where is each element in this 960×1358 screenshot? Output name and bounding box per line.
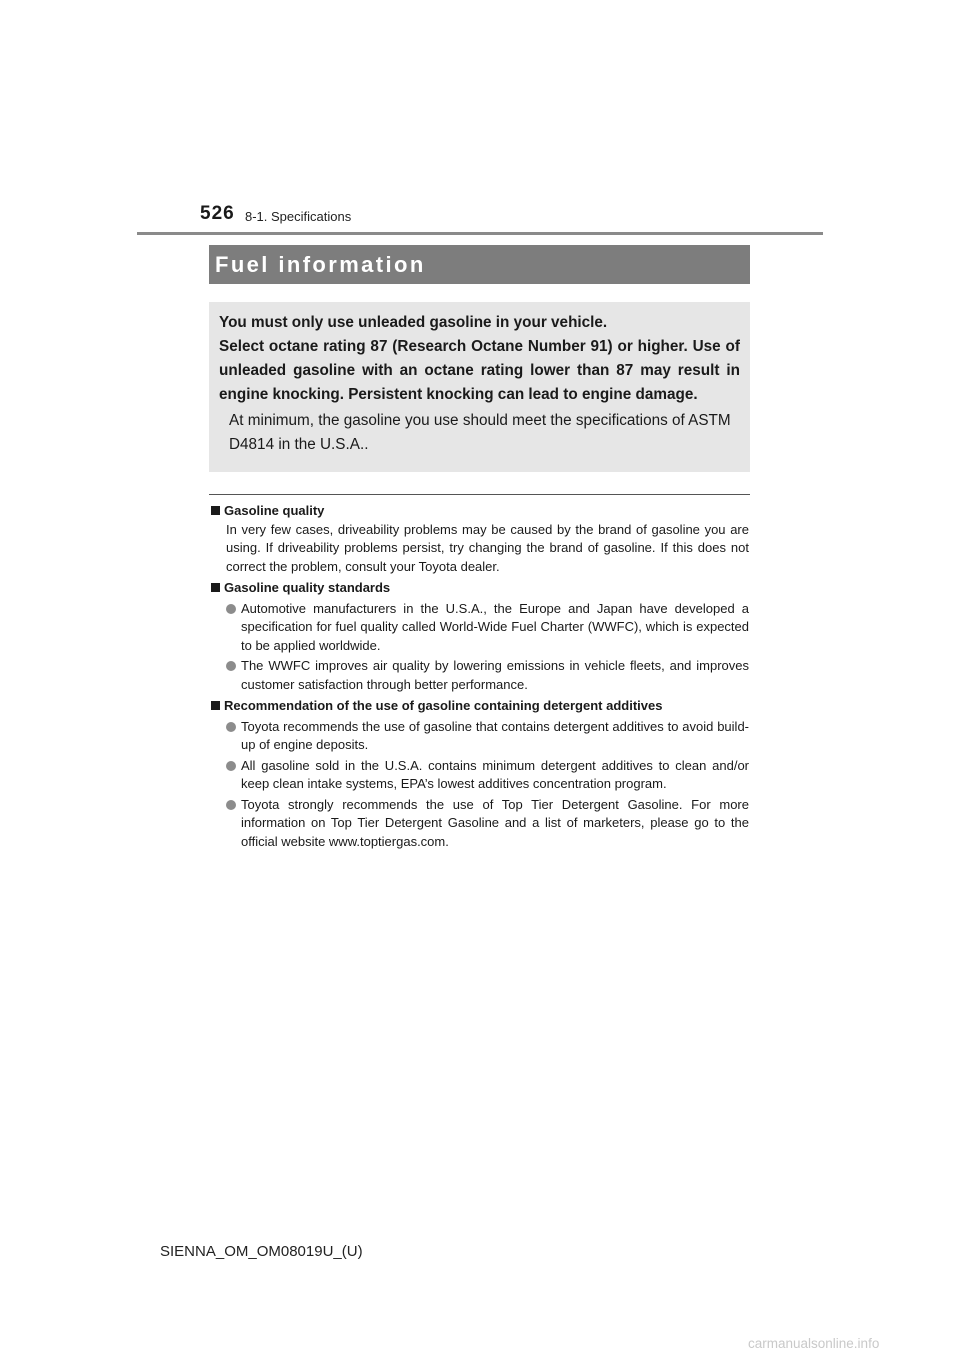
list-item-text: The WWFC improves air quality by lowering emissions in vehicle fleets, and improves customer satisfaction through better performance. [241,658,749,692]
list-item [226,718,749,755]
section-heading [211,697,749,716]
heading-text: Gasoline quality standards [224,580,391,595]
list-item [226,600,749,656]
page-number: 526 [200,203,235,224]
list-item-text: Automotive manufacturers in the U.S.A., the Europe and Japan have developed a specification for fuel quality called World-Wide Fuel Charter (WWFC), which is expected to be applied worldwide. [241,600,749,653]
heading-text: Gasoline quality [224,503,325,518]
circle-bullet-icon [226,604,236,614]
square-bullet-icon [211,583,220,592]
circle-bullet-icon [226,722,236,732]
heading-text: Recommendation of the use of gasoline containing detergent additives [224,698,663,713]
title-bar [209,245,750,284]
circle-bullet-icon [226,761,236,771]
section-heading [211,502,749,521]
section-heading [211,579,749,598]
section-label: 8-1. Specifications [245,209,352,224]
list-item [226,657,749,694]
list-item-text: Toyota recommends the use of gasoline that contains detergent additives to avoid build-up of engine deposits. [241,718,749,752]
circle-bullet-icon [226,661,236,671]
watermark: carmanualsonline.info [748,1336,880,1351]
summary-line-1: You must only use unleaded gasoline in your vehicle. [219,314,608,331]
summary-note: At minimum, the gasoline you use should meet the specifications of ASTM D4814 in the U.S.A.. [229,412,731,453]
square-bullet-icon [211,701,220,710]
document-id-footer: SIENNA_OM_OM08019U_(U) [160,1243,363,1260]
section-gasoline-quality-standards [211,579,749,694]
list-item-text: Toyota strongly recommends the use of Top Tier Detergent Gasoline. For more information on Top Tier Detergent Gasoline and a list of marketers, please go to the official website www.toptiergas.com. [241,796,749,849]
section-paragraph: In very few cases, driveability problems may be caused by the brand of gasoline you are using. If driveability problems persist, try changing the brand of gasoline. If this does not correct the problem, consult your Toyota dealer. [226,521,749,574]
list-item [226,796,749,852]
summary-line-2: Select octane rating 87 (Research Octane Number 91) or higher. Use of unleaded gasoline with an octane rating lower than 87 may result in engine knocking. Persistent knocking can lead to engine damage. [219,338,740,403]
circle-bullet-icon [226,800,236,810]
list-item [226,757,749,794]
content-body [211,502,749,854]
section-detergent-additives [211,697,749,851]
header-divider [137,232,823,235]
page-title: Fuel information [215,252,426,277]
summary-box [209,302,750,472]
content-divider [209,494,750,495]
section-gasoline-quality [211,502,749,576]
square-bullet-icon [211,506,220,515]
list-item-text: All gasoline sold in the U.S.A. contains minimum detergent additives to clean and/or keep clean intake systems, EPA’s lowest additives concentration program. [241,757,749,791]
